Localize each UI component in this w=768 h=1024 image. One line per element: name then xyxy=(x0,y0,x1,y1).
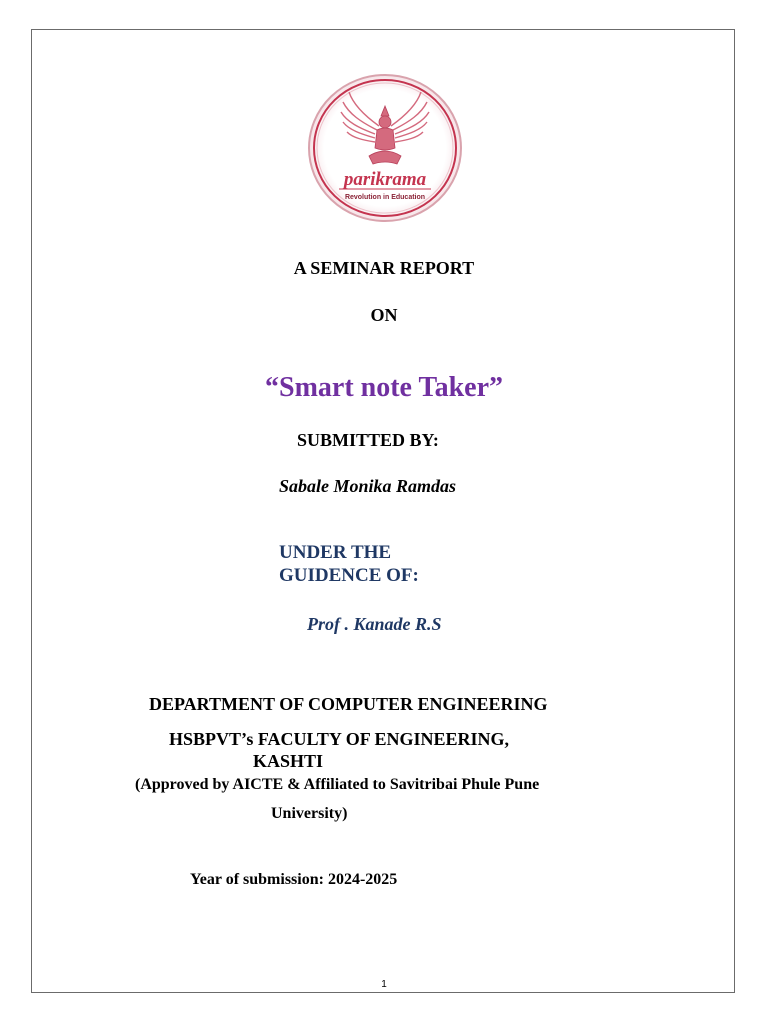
svg-text:parikrama: parikrama xyxy=(343,169,427,190)
approval-line1: (Approved by AICTE & Affiliated to Savitribai Phule Pune xyxy=(135,776,540,793)
report-on: ON xyxy=(370,305,398,325)
submitted-by-label: SUBMITTED BY: xyxy=(297,430,439,450)
college-name-line2: KASHTI xyxy=(253,751,324,771)
parikrama-logo xyxy=(305,72,465,224)
page-number: 1 xyxy=(381,979,387,990)
college-name-line1: HSBPVT’s FACULTY OF ENGINEERING, xyxy=(169,729,510,749)
submission-year: Year of submission: 2024-2025 xyxy=(190,871,398,888)
student-name: Sabale Monika Ramdas xyxy=(279,476,457,496)
approval-line2: University) xyxy=(271,805,348,822)
report-title: “Smart note Taker” xyxy=(265,372,503,403)
report-heading: A SEMINAR REPORT xyxy=(293,258,475,278)
svg-text:Revolution in Education: Revolution in Education xyxy=(344,194,426,201)
guide-name: Prof . Kanade R.S xyxy=(307,614,442,634)
department-name: DEPARTMENT OF COMPUTER ENGINEERING xyxy=(149,694,548,714)
guidance-label-line2: GUIDENCE OF: xyxy=(279,565,419,586)
guidance-label-line1: UNDER THE xyxy=(279,542,392,563)
